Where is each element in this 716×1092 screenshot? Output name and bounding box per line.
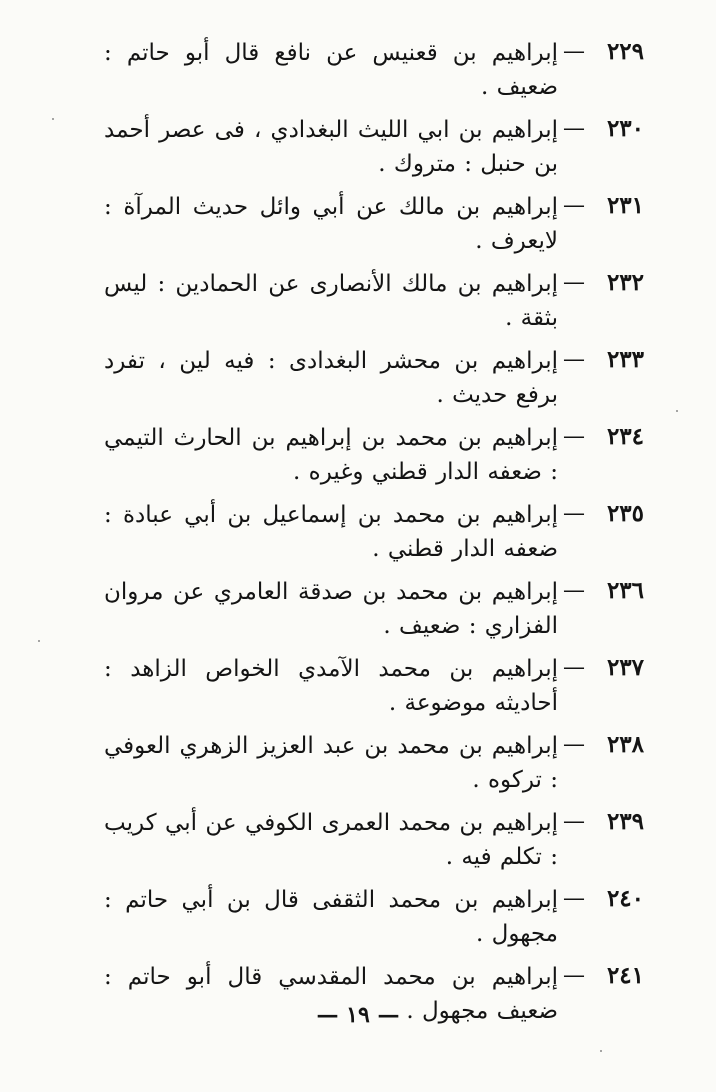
entry-229 xyxy=(104,36,644,109)
entry-number: ٢٣٨ xyxy=(606,731,644,758)
entry-231 xyxy=(104,190,644,263)
entry-number: ٢٤٠ xyxy=(606,885,644,912)
entry-text: إبراهيم بن محمد بن إسماعيل بن أبي عبادة : ضعفه الدار قطني . xyxy=(104,502,558,562)
scan-speck xyxy=(600,1050,602,1052)
page-number: — ١٩ — xyxy=(316,1002,400,1028)
scan-speck xyxy=(38,640,40,642)
entry-236 xyxy=(104,575,644,648)
entry-text: إبراهيم بن محمد الآمدي الخواص الزاهد : أحاديثه موضوعة . xyxy=(104,656,558,716)
entry-dash: — xyxy=(563,347,585,372)
entry-number: ٢٤١ xyxy=(606,962,644,989)
entry-dash: — xyxy=(563,270,585,295)
entry-dash: — xyxy=(563,578,585,603)
entry-number: ٢٣٥ xyxy=(606,500,644,527)
entry-dash: — xyxy=(563,501,585,526)
entry-text: إبراهيم بن محمد العمرى الكوفي عن أبي كريب : تكلم فيه . xyxy=(104,810,558,870)
entry-text: إبراهيم بن محمد بن إبراهيم بن الحارث التيمي : ضعفه الدار قطني وغيره . xyxy=(104,425,558,485)
entry-dash: — xyxy=(563,809,585,834)
entry-text: إبراهيم بن قعنيس عن نافع قال أبو حاتم : ضعيف . xyxy=(104,40,558,100)
entry-232 xyxy=(104,267,644,340)
entry-text: إبراهيم بن ابي الليث البغدادي ، فى عصر أحمد بن حنبل : متروك . xyxy=(104,117,558,177)
entry-number: ٢٣٠ xyxy=(606,115,644,142)
entry-240 xyxy=(104,883,644,956)
entry-number: ٢٣٦ xyxy=(606,577,644,604)
entry-239 xyxy=(104,806,644,879)
entry-text: إبراهيم بن مالك عن أبي وائل حديث المرآة : لايعرف . xyxy=(104,194,558,254)
entry-number: ٢٣٩ xyxy=(606,808,644,835)
entry-230 xyxy=(104,113,644,186)
entry-235 xyxy=(104,498,644,571)
entry-238 xyxy=(104,729,644,802)
entry-dash: — xyxy=(563,886,585,911)
entry-number: ٢٢٩ xyxy=(606,38,644,65)
entry-text: إبراهيم بن محمد بن صدقة العامري عن مروان الفزاري : ضعيف . xyxy=(104,579,558,639)
scan-speck xyxy=(52,118,54,120)
entry-237 xyxy=(104,652,644,725)
entry-dash: — xyxy=(563,39,585,64)
entry-number: ٢٣٢ xyxy=(606,269,644,296)
scan-speck xyxy=(676,410,678,412)
entry-dash: — xyxy=(563,116,585,141)
entry-text: إبراهيم بن محمد المقدسي قال أبو حاتم : ضعيف مجهول . xyxy=(104,964,558,1024)
entry-text: إبراهيم بن محشر البغدادى : فيه لين ، تفرد برفع حديث . xyxy=(104,348,558,408)
entry-text: إبراهيم بن مالك الأنصارى عن الحمادين : ليس بثقة . xyxy=(104,271,558,331)
entry-dash: — xyxy=(563,193,585,218)
entry-number: ٢٣٧ xyxy=(606,654,644,681)
entry-dash: — xyxy=(563,655,585,680)
entry-number: ٢٣٤ xyxy=(606,423,644,450)
entry-dash: — xyxy=(563,424,585,449)
entry-dash: — xyxy=(563,732,585,757)
entry-number: ٢٣٣ xyxy=(606,346,644,373)
entry-text: إبراهيم بن محمد بن عبد العزيز الزهري العوفي : تركوه . xyxy=(104,733,558,793)
entry-234 xyxy=(104,421,644,494)
entry-text: إبراهيم بن محمد الثقفى قال بن أبي حاتم : مجهول . xyxy=(104,887,558,947)
entry-233 xyxy=(104,344,644,417)
entry-number: ٢٣١ xyxy=(606,192,644,219)
entry-dash: — xyxy=(563,963,585,988)
